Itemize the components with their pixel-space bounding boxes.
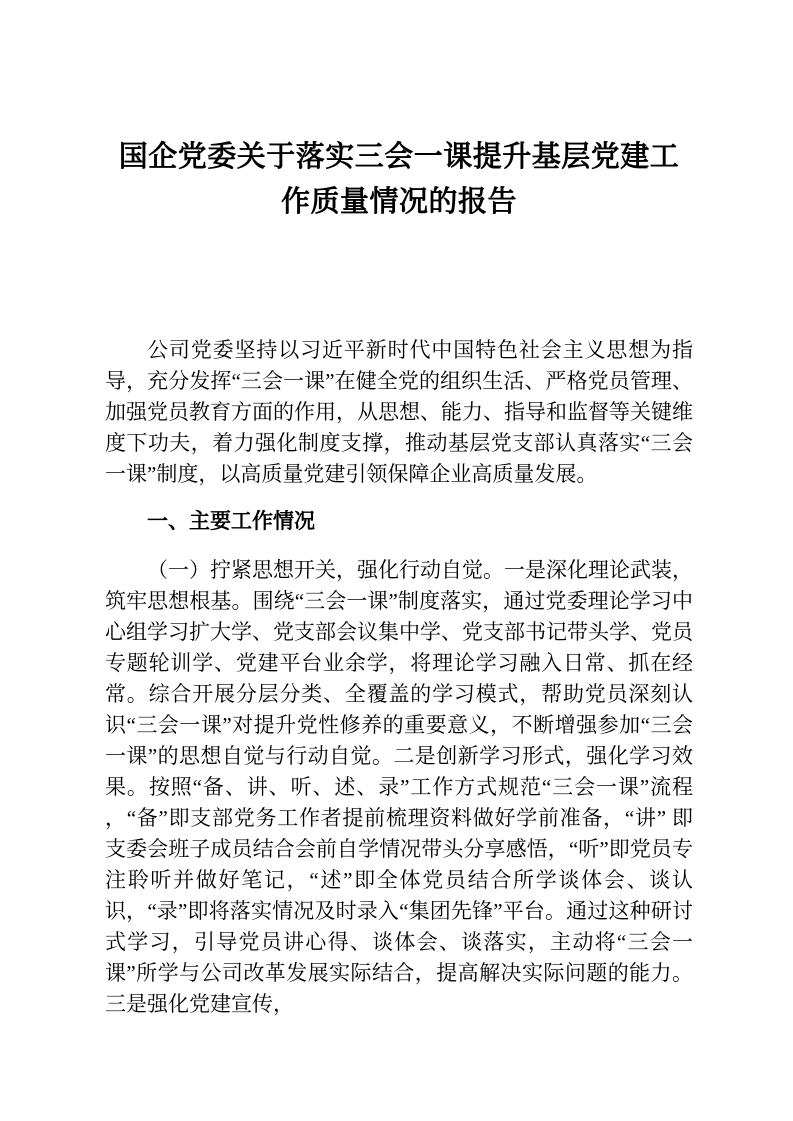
document-title: 国企党委关于落实三会一课提升基层党建工作质量情况的报告 xyxy=(118,141,680,218)
opening-paragraph: 公司党委坚持以习近平新时代中国特色社会主义思想为指导，充分发挥“三会一课”在健全党的组织生活、严格党员管理、加强党员教育方面的作用，从思想、能力、指导和监督等关键维度下功夫，着力强化制度支撑，推动基层党支部认真落实“三会一课”制度，以高质量党建引领保障企业高质量发展。 xyxy=(105,338,693,486)
section-heading-main-work: 一、主要工作情况 xyxy=(147,509,315,533)
section-paragraph-1: （一）拧紧思想开关，强化行动自觉。一是深化理论武装，筑牢思想根基。围绕“三会一课”制度落实，通过党委理论学习中心组学习扩大学、党支部会议集中学、党支部书记带头学、党员专题轮训学、党建平台业余学，将理论学习融入日常、抓在经常。综合开展分层分类、全覆盖的学习模式，帮助党员深刻认识“三会一课”对提升党性修养的重要意义，不断增强参加“三会一课”的思想自觉与行动自觉。二是创新学习形式，强化学习效果。按照“备、讲、听、述、录”工作方式规范“三会一课”流程 ，“备”即支部党务工作者提前梳理资料做好学前准备，“讲” 即支委会班子成员结合会前自学情况带头分享感悟，“听”即党员专注聆听并做好笔记，“述”即全体党员结合所学谈体会、谈认识，“录”即将落实情况及时录入“集团先锋”平台。通过这种研讨式学习，引导党员讲心得、谈体会、谈落实，主动将“三会一课”所学与公司改革发展实际结合，提高解决实际问题的能力。三是强化党建宣传， xyxy=(105,558,693,1016)
